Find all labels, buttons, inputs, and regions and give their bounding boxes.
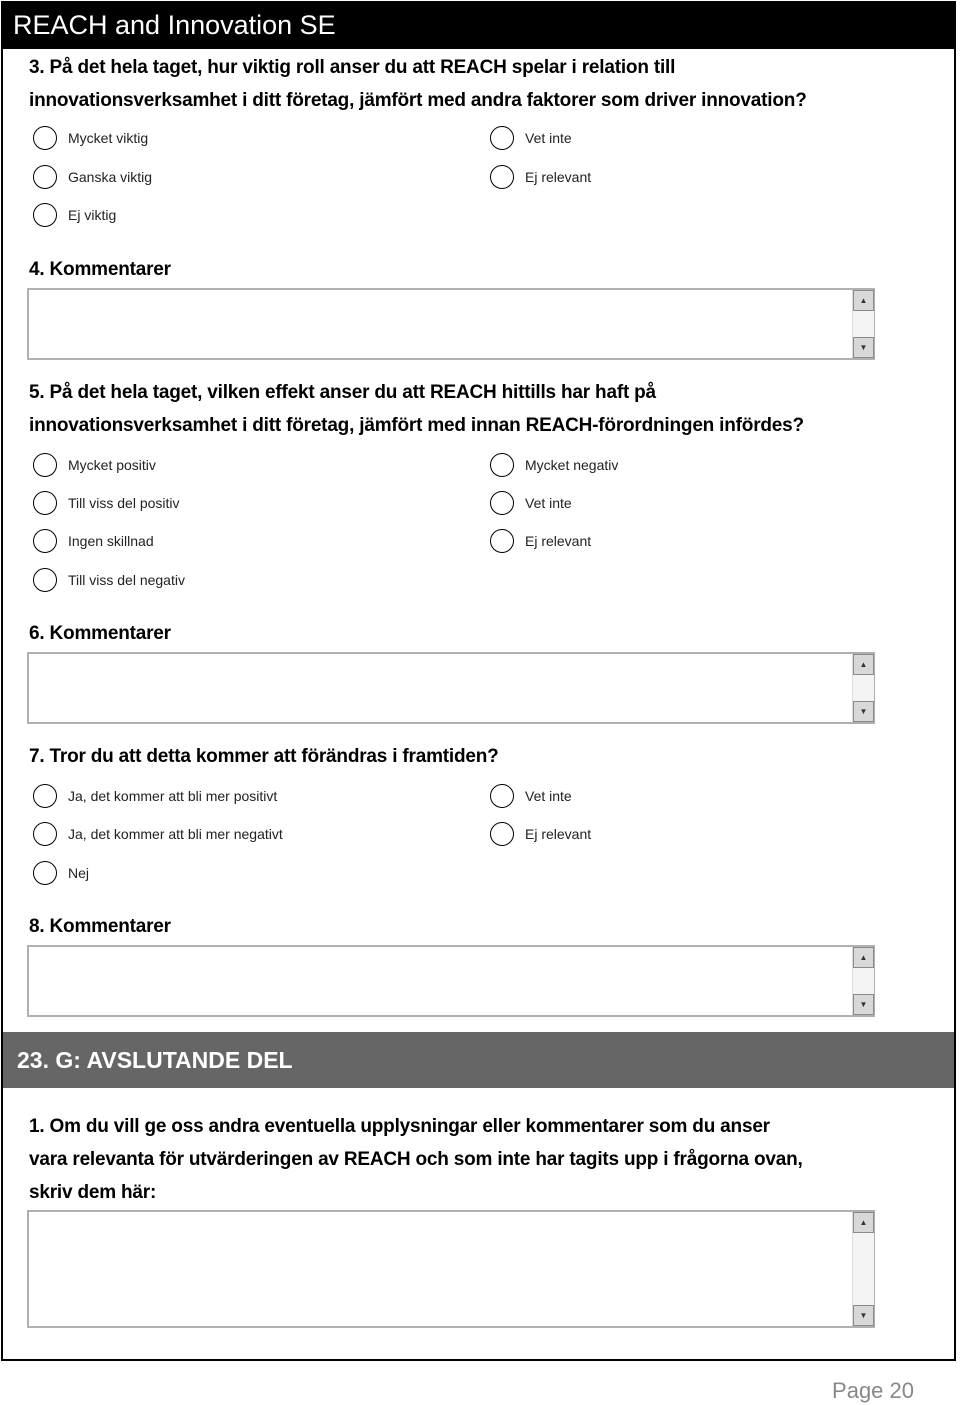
radio-button[interactable]: [33, 491, 57, 515]
final-question-line-3: skriv dem här:: [29, 1182, 157, 1203]
radio-button[interactable]: [33, 568, 57, 592]
final-question-text: [29, 1110, 949, 1209]
option-label: Nej: [68, 865, 90, 881]
option-label: Vet inte: [525, 495, 572, 511]
option-label: Ej viktig: [68, 207, 117, 223]
question-7-text: [29, 740, 949, 773]
scroll-up-icon[interactable]: ▲: [853, 290, 874, 311]
q7-option-ej-relevant[interactable]: [490, 820, 591, 848]
scrollbar[interactable]: [852, 947, 874, 1015]
option-label: Ja, det kommer att bli mer positivt: [68, 788, 278, 804]
option-label: Mycket positiv: [68, 457, 156, 473]
scrollbar[interactable]: [852, 1212, 874, 1326]
q7-option-mer-negativt[interactable]: [33, 820, 283, 848]
final-question-line-2: vara relevanta för utvärderingen av REACH och som inte har tagits upp i frågorna ovan,: [29, 1149, 803, 1170]
option-label: Till viss del negativ: [68, 572, 185, 588]
q3-option-ej-relevant[interactable]: [490, 163, 591, 191]
question-3-line-2: innovationsverksamhet i ditt företag, jämfört med andra faktorer som driver innovation?: [29, 90, 807, 111]
option-label: Ja, det kommer att bli mer negativt: [68, 826, 283, 842]
radio-button[interactable]: [33, 861, 57, 885]
question-7-line-1: 7. Tror du att detta kommer att förändras i framtiden?: [29, 746, 499, 767]
q7-option-nej[interactable]: [33, 859, 89, 887]
option-label: Till viss del positiv: [68, 495, 180, 511]
question-3-line-1: 3. På det hela taget, hur viktig roll anser du att REACH spelar i relation till: [29, 57, 676, 78]
scrollbar[interactable]: [852, 290, 874, 358]
q3-option-vet-inte[interactable]: [490, 124, 572, 152]
option-label: Ej relevant: [525, 826, 592, 842]
q4-comment-textarea[interactable]: [27, 288, 875, 360]
scroll-up-icon[interactable]: ▲: [853, 1212, 874, 1233]
q6-comment-textarea[interactable]: [27, 652, 875, 724]
q5-option-mycket-negativ[interactable]: [490, 451, 618, 479]
radio-button[interactable]: [490, 491, 514, 515]
header-title: REACH and Innovation SE: [13, 10, 336, 40]
q5-option-mycket-positiv[interactable]: [33, 451, 156, 479]
scroll-up-icon[interactable]: ▲: [853, 654, 874, 675]
q3-option-ganska-viktig[interactable]: [33, 163, 152, 191]
radio-button[interactable]: [33, 203, 57, 227]
q8-comment-textarea[interactable]: [27, 945, 875, 1017]
q3-option-ej-viktig[interactable]: [33, 201, 116, 229]
scroll-down-icon[interactable]: ▼: [853, 701, 874, 722]
q7-option-mer-positivt[interactable]: [33, 782, 277, 810]
q5-option-ej-relevant[interactable]: [490, 527, 591, 555]
question-3-text: [29, 51, 949, 117]
scroll-down-icon[interactable]: ▼: [853, 994, 874, 1015]
scroll-down-icon[interactable]: ▼: [853, 337, 874, 358]
radio-button[interactable]: [490, 453, 514, 477]
scroll-up-icon[interactable]: ▲: [853, 947, 874, 968]
scroll-down-icon[interactable]: ▼: [853, 1305, 874, 1326]
radio-button[interactable]: [490, 529, 514, 553]
radio-button[interactable]: [33, 165, 57, 189]
section-title: 23. G: AVSLUTANDE DEL: [17, 1047, 293, 1073]
q5-option-till-viss-del-positiv[interactable]: [33, 489, 180, 517]
question-4-label: 4. Kommentarer: [29, 259, 171, 280]
question-8-label: 8. Kommentarer: [29, 916, 171, 937]
option-label: Ingen skillnad: [68, 533, 154, 549]
question-5-line-2: innovationsverksamhet i ditt företag, jämfört med innan REACH-förordningen infördes?: [29, 415, 804, 436]
radio-button[interactable]: [490, 784, 514, 808]
q3-option-mycket-viktig[interactable]: [33, 124, 148, 152]
page-number: Page 20: [832, 1378, 914, 1403]
option-label: Ej relevant: [525, 533, 592, 549]
radio-button[interactable]: [490, 165, 514, 189]
question-5-line-1: 5. På det hela taget, vilken effekt anser du att REACH hittills har haft på: [29, 382, 656, 403]
question-5-text: [29, 376, 949, 442]
page-header: [3, 3, 954, 49]
final-comment-textarea[interactable]: [27, 1210, 875, 1328]
radio-button[interactable]: [33, 529, 57, 553]
q7-option-vet-inte[interactable]: [490, 782, 572, 810]
section-header: [3, 1032, 954, 1088]
q5-option-vet-inte[interactable]: [490, 489, 572, 517]
option-label: Mycket viktig: [68, 130, 149, 146]
q5-option-ingen-skillnad[interactable]: [33, 527, 154, 555]
radio-button[interactable]: [490, 822, 514, 846]
q5-option-till-viss-del-negativ[interactable]: [33, 566, 185, 594]
question-6-label: 6. Kommentarer: [29, 623, 171, 644]
option-label: Ganska viktig: [68, 169, 153, 185]
final-question-line-1: 1. Om du vill ge oss andra eventuella upplysningar eller kommentarer som du anser: [29, 1116, 770, 1137]
radio-button[interactable]: [33, 126, 57, 150]
radio-button[interactable]: [33, 822, 57, 846]
scrollbar[interactable]: [852, 654, 874, 722]
option-label: Ej relevant: [525, 169, 592, 185]
radio-button[interactable]: [33, 784, 57, 808]
option-label: Mycket negativ: [525, 457, 619, 473]
page-frame: [1, 1, 956, 1361]
radio-button[interactable]: [33, 453, 57, 477]
option-label: Vet inte: [525, 130, 572, 146]
radio-button[interactable]: [490, 126, 514, 150]
option-label: Vet inte: [525, 788, 572, 804]
